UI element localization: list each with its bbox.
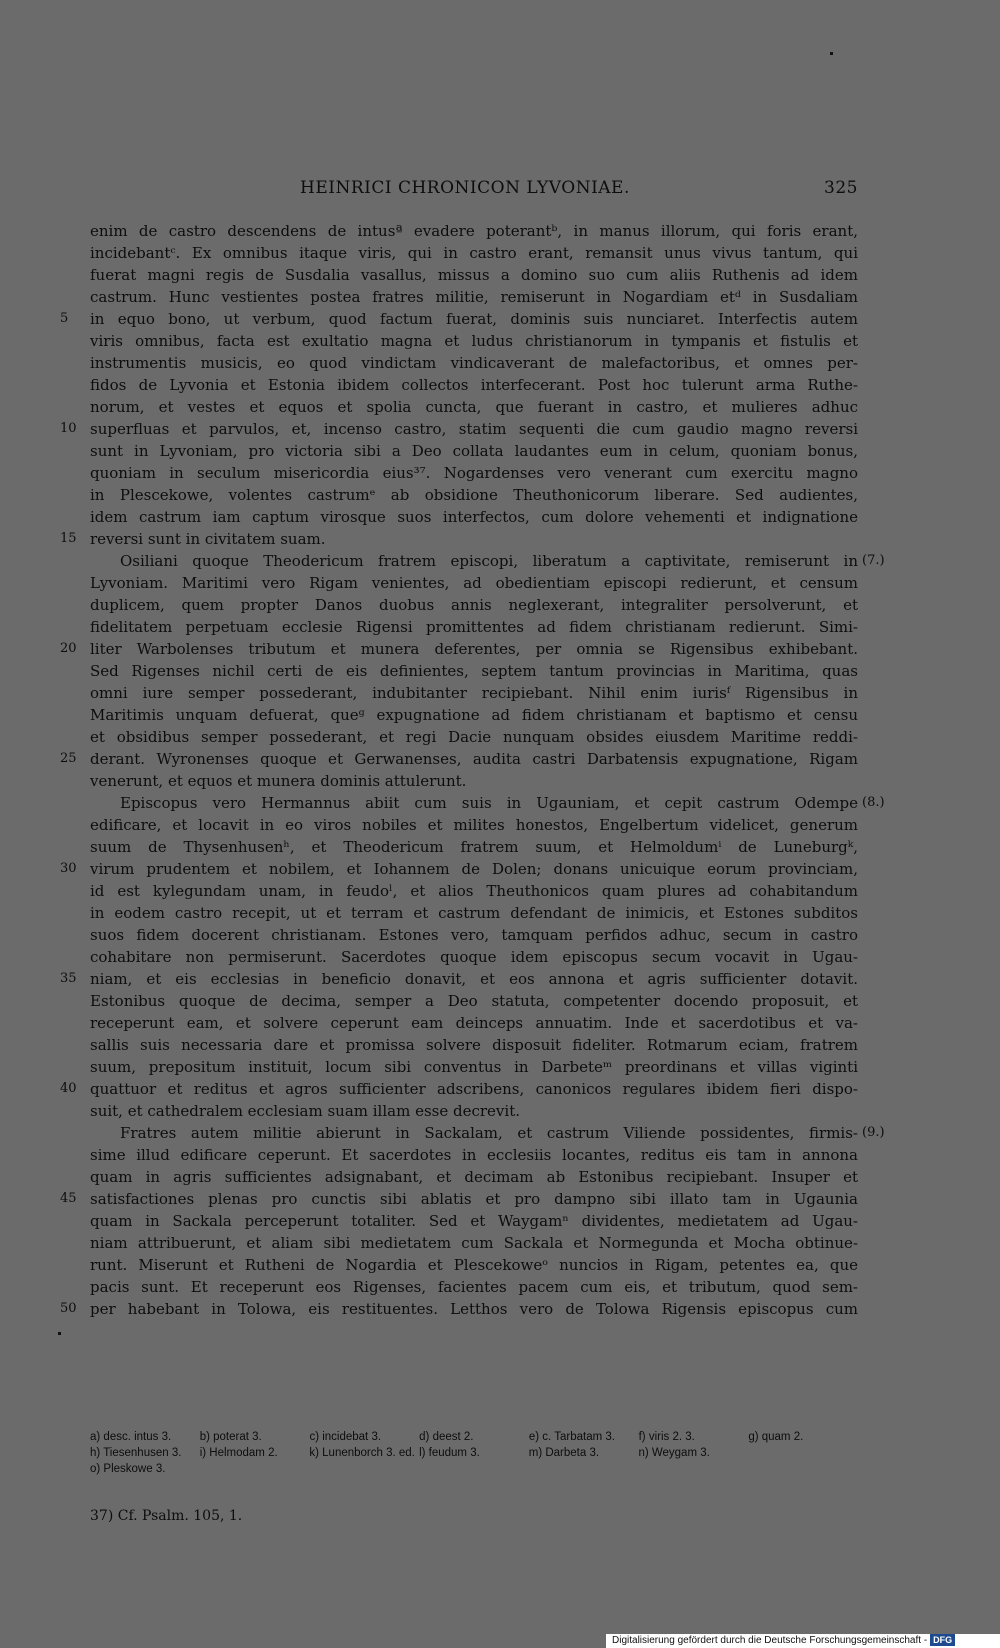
- text-line: [60, 968, 858, 990]
- line-text: suos fidem docerent christianam. Estones vero, tamquam perfidos adhuc, secum in castro: [90, 926, 858, 944]
- section-number: (8.): [862, 795, 885, 810]
- source-citation: 37) Cf. Psalm. 105, 1.: [90, 1508, 243, 1524]
- text-line: [60, 638, 858, 660]
- text-line: [90, 946, 858, 968]
- section-number: (7.): [862, 553, 885, 568]
- line-text: id est kylegundam unam, in feudoˡ, et alios Theuthonicos quam plures ad cohabitandum: [90, 882, 858, 900]
- text-line: [90, 682, 858, 704]
- line-text: castrum. Hunc vestientes postea fratres militie, remiserunt in Nogardiam etᵈ in Susdaliam: [90, 288, 858, 306]
- line-text: sunt in Lyvoniam, pro victoria sibi a Deo collata laudantes eum in celum, quoniam bonus,: [90, 442, 858, 460]
- line-text: suum, prepositum instituit, locum sibi conventus in Darbeteᵐ preordinans et villas viginti: [90, 1058, 858, 1076]
- line-text: virum prudentem et nobilem, et Iohannem de Dolen; donans unicuique eorum provinciam,: [90, 860, 858, 878]
- line-text: superfluas et parvulos, et, incenso castro, statim sequenti die cum gaudio magno reversi: [90, 420, 858, 438]
- line-text: in eodem castro recepit, ut et terram et castrum defendant de inimicis, et Estones subditos: [90, 904, 858, 922]
- line-number: 40: [60, 1081, 77, 1096]
- footnote-row: [90, 1461, 858, 1477]
- line-number: 45: [60, 1191, 77, 1206]
- text-line: [90, 990, 858, 1012]
- line-text: venerunt, et equos et munera dominis attulerunt.: [90, 772, 467, 790]
- scan-speck: [58, 1332, 61, 1335]
- footnote-entry: m) Darbeta 3.: [528, 1447, 600, 1459]
- footnote-entry: d) deest 2.: [419, 1431, 474, 1443]
- text-line: [60, 308, 858, 330]
- text-line: [90, 242, 858, 264]
- text-line: [90, 550, 858, 572]
- line-text: Osiliani quoque Theodericum fratrem episcopi, liberatum a captivitate, remiserunt in: [120, 552, 858, 570]
- text-line: [90, 506, 858, 528]
- line-number: 30: [60, 861, 77, 876]
- text-line: [90, 660, 858, 682]
- footnote-entry: k) Lunenborch 3. ed.: [309, 1447, 415, 1459]
- section-number: (9.): [862, 1125, 885, 1140]
- text-line: [90, 594, 858, 616]
- line-text: reversi sunt in civitatem suam.: [90, 530, 326, 548]
- text-line: [90, 572, 858, 594]
- footnote-entry: a) desc. intus 3.: [90, 1431, 172, 1443]
- line-text: sallis suis necessaria dare et promissa solvere disposuit fideliter. Rotmarum eciam, fratrem: [90, 1036, 858, 1054]
- line-text: norum, et vestes et equos et spolia cuncta, que fuerant in castro, et mulieres adhuc: [90, 398, 858, 416]
- line-text: quam in Sackala perceperunt totaliter. Sed et Waygamⁿ dividentes, medietatem ad Ugau-: [90, 1212, 858, 1230]
- line-number: 5: [60, 311, 69, 326]
- text-line: [90, 286, 858, 308]
- line-number: 15: [60, 531, 77, 546]
- footnote-entry: i) Helmodam 2.: [199, 1447, 278, 1459]
- footnote-row: [90, 1445, 858, 1461]
- line-text: Episcopus vero Hermannus abiit cum suis in Ugauniam, et cepit castrum Odempe: [120, 794, 858, 812]
- text-line: [90, 462, 858, 484]
- line-text: derant. Wyronenses quoque et Gerwanenses, audita castri Darbatensis expugnatione, Rigam: [90, 750, 858, 768]
- line-text: quoniam in seculum misericordia eius³⁷. Nogardenses vero venerant cum exercitu magno: [90, 464, 858, 482]
- line-number: 35: [60, 971, 77, 986]
- credit-text: Digitalisierung gefördert durch die Deutsche Forschungsgemeinschaft -: [612, 1635, 928, 1646]
- text-line: [90, 880, 858, 902]
- line-text: incidebantᶜ. Ex omnibus itaque viris, qui in castro erant, remansit unus vivus tantum, qui: [90, 244, 858, 262]
- text-line: [90, 1276, 858, 1298]
- text-line: [90, 352, 858, 374]
- footnote-entry: f) viris 2. 3.: [638, 1431, 695, 1443]
- main-text: [60, 220, 885, 1320]
- text-line: [60, 858, 858, 880]
- footnote-entry: l) feudum 3.: [419, 1447, 480, 1459]
- critical-apparatus: [90, 1429, 858, 1477]
- line-text: suit, et cathedralem ecclesiam suam illam esse decrevit.: [90, 1102, 520, 1120]
- text-line: [60, 528, 858, 550]
- page-number: 325: [824, 178, 858, 198]
- footnote-entry: h) Tiesenhusen 3.: [90, 1447, 182, 1459]
- text-line: [90, 726, 858, 748]
- text-line: [60, 1188, 858, 1210]
- line-text: in Plescekowe, volentes castrumᵉ ab obsidione Theuthonicorum liberare. Sed audientes,: [90, 486, 858, 504]
- line-text: satisfactiones plenas pro cunctis sibi ablatis et pro dampno sibi illato tam in Ugaunia: [90, 1190, 858, 1208]
- footnote-entry: b) poterat 3.: [199, 1431, 262, 1443]
- line-text: idem castrum iam captum virosque suos interfectos, cum dolore vehementi et indignatione: [90, 508, 858, 526]
- line-text: suum de Thysenhusenʰ, et Theodericum fratrem suum, et Helmoldumⁱ de Luneburgᵏ,: [90, 838, 858, 856]
- text-line: [90, 1210, 858, 1232]
- line-text: Estonibus quoque de decima, semper a Deo statuta, competenter docendo proposuit, et: [90, 992, 858, 1010]
- text-line: [90, 1100, 858, 1122]
- line-text: instrumentis musicis, eo quod vindictam vindicaverant de malefactoribus, et omnes per-: [90, 354, 858, 372]
- line-number: 50: [60, 1301, 77, 1316]
- line-text: quattuor et reditus et agros sufficienter adscribens, canonicos regulares ibidem fieri dispo-: [90, 1080, 858, 1098]
- line-text: per habebant in Tolowa, eis restituentes. Letthos vero de Tolowa Rigensis episcopus cum: [90, 1300, 858, 1318]
- text-line: [90, 330, 858, 352]
- text-line: [90, 770, 858, 792]
- line-text: Lyvoniam. Maritimi vero Rigam venientes, ad obedientiam episcopi redierunt, et censum: [90, 574, 858, 592]
- text-line: [90, 902, 858, 924]
- footnote-entry: n) Weygam 3.: [638, 1447, 710, 1459]
- running-header: [90, 178, 858, 204]
- text-line: [90, 374, 858, 396]
- scan-speck: [830, 52, 833, 55]
- text-line: [90, 1144, 858, 1166]
- text-line: [90, 924, 858, 946]
- line-text: sime illud edificare ceperunt. Et sacerdotes in ecclesiis locantes, reditus eis tam in annona: [90, 1146, 858, 1164]
- footnote-entry: e) c. Tarbatam 3.: [528, 1431, 615, 1443]
- text-line: [90, 440, 858, 462]
- line-text: omni iure semper possederant, indubitanter recipiebant. Nihil enim iurisᶠ Rigensibus in: [90, 684, 858, 702]
- text-line: [60, 418, 858, 440]
- line-text: Fratres autem militie abierunt in Sackalam, et castrum Viliende possidentes, firmis-: [120, 1124, 858, 1142]
- footnote-row: [90, 1429, 858, 1445]
- footnote-entry: g) quam 2.: [748, 1431, 804, 1443]
- text-line: [90, 836, 858, 858]
- text-line: [90, 1166, 858, 1188]
- line-text: runt. Miserunt et Rutheni de Nogardia et Plescekoweᵒ nuncios in Rigam, petentes ea, que: [90, 1256, 858, 1274]
- text-line: [90, 616, 858, 638]
- text-line: [90, 1012, 858, 1034]
- footnote-entry: o) Pleskowe 3.: [90, 1463, 166, 1475]
- header-title: HEINRICI CHRONICON LYVONIAE.: [300, 178, 630, 198]
- text-line: [90, 1056, 858, 1078]
- line-number: 10: [60, 421, 77, 436]
- text-line: [60, 1078, 858, 1100]
- line-text: niam, et eis ecclesias in beneficio donavit, et eos annona et agris sufficienter dotavit.: [90, 970, 858, 988]
- line-text: Maritimis unquam defuerat, queᵍ expugnatione ad fidem christianam et baptismo et censu: [90, 706, 858, 724]
- line-text: duplicem, quem propter Danos duobus annis neglexerant, integraliter persolverunt, et: [90, 596, 858, 614]
- text-line: [90, 264, 858, 286]
- text-line: [90, 1034, 858, 1056]
- line-text: et obsidibus semper possederant, et regi Dacie nunquam obsides eiusdem Maritime reddi-: [90, 728, 858, 746]
- line-number: 20: [60, 641, 77, 656]
- line-text: liter Warbolenses tributum et munera deferentes, per omnia se Rigensibus exhibebant.: [90, 640, 858, 658]
- text-line: [90, 1122, 858, 1144]
- line-text: fuerat magni regis de Susdalia vasallus, missus a domino suo cum aliis Ruthenis ad idem: [90, 266, 858, 284]
- line-text: edificare, et locavit in eo viros nobiles et milites honestos, Engelbertum videlicet, generum: [90, 816, 858, 834]
- text-line: [90, 792, 858, 814]
- text-line: [90, 704, 858, 726]
- text-line: [60, 748, 858, 770]
- line-text: fidelitatem perpetuam ecclesie Rigensi promittentes ad fidem christianam redierunt. Simi-: [90, 618, 858, 636]
- digitization-credit: [606, 1634, 1000, 1648]
- text-line: [60, 1298, 858, 1320]
- text-line: [90, 1254, 858, 1276]
- line-text: cohabitare non permiserunt. Sacerdotes quoque idem episcopus secum vocavit in Ugau-: [90, 948, 858, 966]
- line-text: enim de castro descendens de intusª evadere poterantᵇ, in manus illorum, qui foris erant,: [90, 222, 858, 240]
- dfg-logo: DFG: [930, 1634, 955, 1646]
- text-line: [90, 220, 858, 242]
- line-text: viris omnibus, facta est exultatio magna et ludus christianorum in tympanis et fistulis et: [90, 332, 858, 350]
- line-text: Sed Rigenses nichil certi de eis definientes, septem tantum provincias in Maritima, quas: [90, 662, 858, 680]
- line-text: in equo bono, ut verbum, quod factum fuerat, dominis suis nunciaret. Interfectis autem: [90, 310, 858, 328]
- line-number: 25: [60, 751, 77, 766]
- line-text: quam in agris sufficientes adsignabant, et decimam ab Estonibus recipiebant. Insuper et: [90, 1168, 858, 1186]
- line-text: fidos de Lyvonia et Estonia ibidem collectos interfecerant. Post hoc tulerunt arma Ruthe-: [90, 376, 858, 394]
- text-line: [90, 814, 858, 836]
- text-line: [90, 396, 858, 418]
- text-line: [90, 1232, 858, 1254]
- line-text: pacis sunt. Et receperunt eos Rigenses, facientes pacem cum eis, et tributum, quod sem-: [90, 1278, 858, 1296]
- line-text: receperunt eam, et solvere ceperunt eam deinceps annuatim. Inde et sacerdotibus et va-: [90, 1014, 858, 1032]
- line-text: niam attribuerunt, et aliam sibi medietatem cum Sackala et Normegunda et Mocha obtinue-: [90, 1234, 858, 1252]
- footnote-entry: c) incidebat 3.: [309, 1431, 382, 1443]
- text-line: [90, 484, 858, 506]
